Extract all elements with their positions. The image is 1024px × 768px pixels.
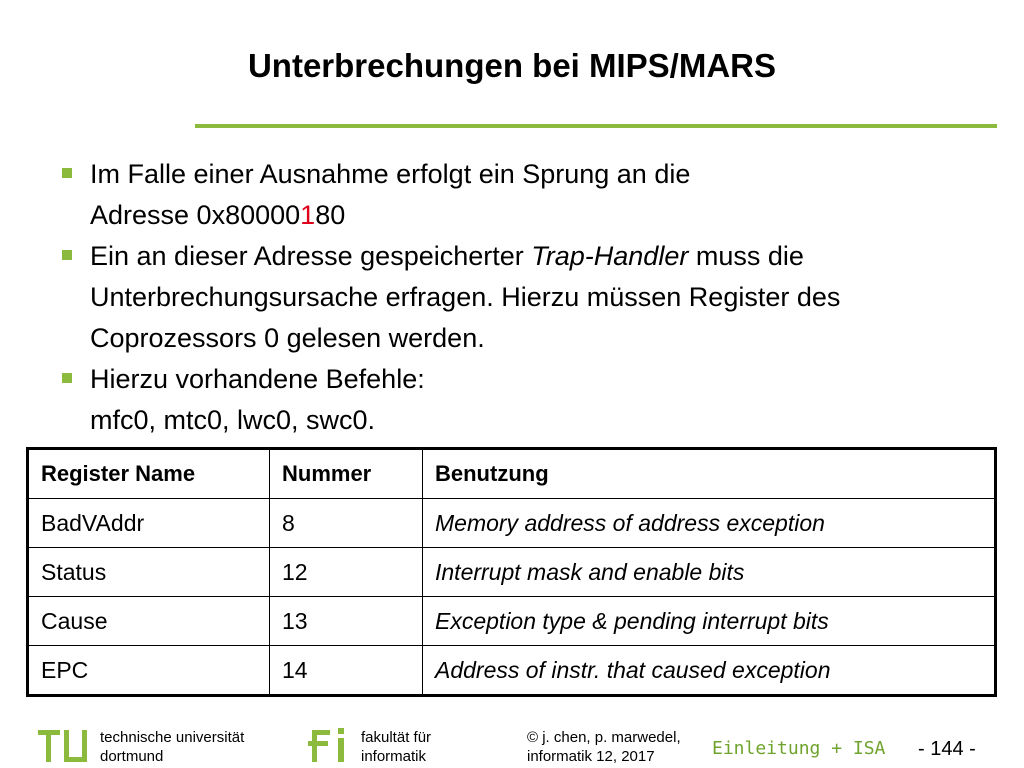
- footer-faculty-line-1: fakultät für: [361, 729, 432, 746]
- cell-usage: Exception type & pending interrupt bits: [423, 597, 996, 646]
- bullet-1-address-highlight: 1: [300, 200, 316, 230]
- footer-copyright-line-2: informatik 12, 2017: [527, 748, 655, 765]
- table-row: [28, 499, 996, 548]
- header-usage: Benutzung: [423, 449, 996, 499]
- footer-section-label: Einleitung + ISA: [712, 738, 886, 759]
- bullet-item-2: [60, 236, 960, 359]
- page-number: - 144 -: [918, 738, 976, 760]
- bullet-1-text: Im Falle einer Ausnahme erfolgt ein Sprung an die: [90, 159, 691, 189]
- footer-university-line-2: dortmund: [100, 748, 164, 765]
- cell-register-name: EPC: [28, 646, 270, 696]
- cell-register-name: Cause: [28, 597, 270, 646]
- table-row: [28, 646, 996, 696]
- slide-title: Unterbrechungen bei MIPS/MARS: [247, 47, 777, 84]
- cell-usage: Address of instr. that caused exception: [423, 646, 996, 696]
- square-bullet-icon: [62, 250, 72, 260]
- header-number: Nummer: [270, 449, 423, 499]
- square-bullet-icon: [62, 168, 72, 178]
- bullet-2-italic-term: Trap-Handler: [531, 241, 689, 271]
- footer-university-line-1: technische universität: [100, 729, 245, 746]
- cell-register-name: Status: [28, 548, 270, 597]
- cell-number: 14: [270, 646, 423, 696]
- bullet-1-address-prefix: Adresse 0x80000: [90, 200, 301, 230]
- cell-usage: Interrupt mask and enable bits: [423, 548, 996, 597]
- header-register-name: Register Name: [28, 449, 270, 499]
- bullet-list: [60, 154, 960, 441]
- register-table: [26, 447, 997, 697]
- bullet-item-1: [60, 154, 960, 236]
- bullet-2-text-post: muss die Unterbrechungsursache erfragen. Hierzu müssen Register des Coprozessors 0 gelesen werden.: [90, 241, 841, 353]
- square-bullet-icon: [62, 373, 72, 383]
- cell-number: 12: [270, 548, 423, 597]
- bullet-3-line-1: Hierzu vorhandene Befehle:: [90, 364, 425, 394]
- bullet-1-address-suffix: 80: [315, 200, 346, 230]
- bullet-2-text-pre: Ein an dieser Adresse gespeicherter: [90, 241, 532, 271]
- tu-logo-icon: [38, 724, 90, 764]
- cell-number: 8: [270, 499, 423, 548]
- slide-footer: [0, 720, 1024, 768]
- title-divider: [195, 124, 997, 128]
- cell-register-name: BadVAddr: [28, 499, 270, 548]
- bullet-3-line-2: mfc0, mtc0, lwc0, swc0.: [90, 405, 376, 435]
- fi-logo-icon: [308, 724, 354, 764]
- cell-usage: Memory address of address exception: [423, 499, 996, 548]
- table-header-row: [28, 449, 996, 499]
- table-row: [28, 548, 996, 597]
- table-row: [28, 597, 996, 646]
- footer-copyright-line-1: © j. chen, p. marwedel,: [527, 729, 681, 746]
- bullet-item-3: [60, 359, 960, 441]
- footer-faculty-line-2: informatik: [361, 748, 427, 765]
- cell-number: 13: [270, 597, 423, 646]
